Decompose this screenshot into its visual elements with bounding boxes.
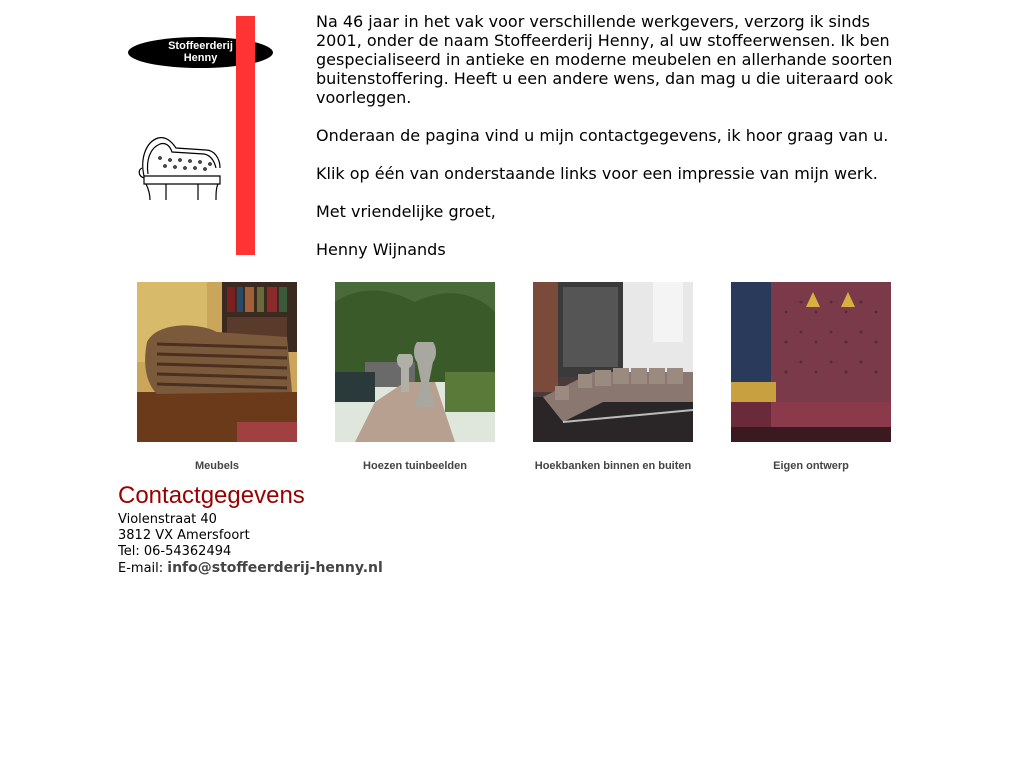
gallery-link-eigen-ontwerp[interactable]: Eigen ontwerp <box>773 460 849 472</box>
intro-paragraph: Klik op één van onderstaande links voor een impressie van mijn werk. <box>316 164 878 183</box>
tufted-wall-bench-photo[interactable] <box>731 282 891 442</box>
gallery-item-meubels[interactable] <box>137 282 297 472</box>
gallery-link-meubels[interactable]: Meubels <box>194 460 239 472</box>
contact-street: Violenstraat 40 <box>118 512 217 527</box>
gallery-link-hoezen-tuinbeelden[interactable]: Hoezen tuinbeelden <box>363 460 467 472</box>
intro-paragraph: Onderaan de pagina vind u mijn contactgegevens, ik hoor graag van u. <box>316 126 889 145</box>
intro-paragraph: Met vriendelijke groet, <box>316 202 496 221</box>
intro-signature: Henny Wijnands <box>316 240 446 259</box>
gallery-item-hoekbanken[interactable] <box>533 282 693 472</box>
contact-section <box>118 482 618 577</box>
logo-line1: Stoffeerderij <box>168 40 233 52</box>
contact-phone: Tel: 06-54362494 <box>118 544 232 559</box>
contact-email-row <box>118 560 618 577</box>
contact-heading: Contactgegevens <box>118 482 305 509</box>
red-accent-bar <box>236 16 255 255</box>
intro-paragraph: Na 46 jaar in het vak voor verschillende werkgevers, verzorg ik sinds 2001, onder de naam Stoffeerderij Henny, al uw stoffeerwensen. Ik ben gespecialiseerd in antieke en moderne meubelen en allerhande soorten buitenstoffering. Heeft u een andere wens, dan mag u die uiteraard ook voorleggen. <box>316 12 893 107</box>
contact-email-link[interactable]: info@stoffeerderij-henny.nl <box>167 560 383 576</box>
antique-sofa-photo[interactable] <box>137 282 297 442</box>
gallery-item-eigen-ontwerp[interactable] <box>731 282 891 472</box>
gallery-link-hoekbanken[interactable]: Hoekbanken binnen en buiten <box>534 460 692 472</box>
contact-city: 3812 VX Amersfoort <box>118 528 250 543</box>
logo-line2: Henny <box>183 52 218 64</box>
contact-email-label: E-mail: <box>118 561 168 576</box>
intro-text <box>316 12 916 278</box>
corner-sofa-photo[interactable] <box>533 282 693 442</box>
garden-statue-photo[interactable] <box>335 282 495 442</box>
gallery-item-hoezen-tuinbeelden[interactable] <box>335 282 495 472</box>
chaise-longue-drawing-icon <box>136 128 228 208</box>
